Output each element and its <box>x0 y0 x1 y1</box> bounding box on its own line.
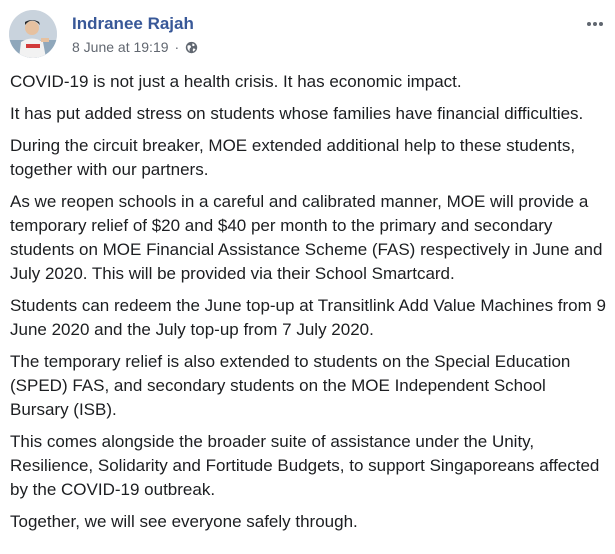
globe-icon[interactable] <box>185 41 198 54</box>
post-meta <box>72 39 198 55</box>
post-header <box>9 10 609 60</box>
post-paragraph: The temporary relief is also extended to students on the Special Education (SPED) FAS, and secondary students on the MOE Independent School Bursary (ISB). <box>10 352 571 419</box>
avatar-photo <box>9 10 57 58</box>
author-name-link[interactable]: Indranee Rajah <box>72 14 194 33</box>
post-paragraph: During the circuit breaker, MOE extended additional help to these students, together with our partners. <box>10 136 576 179</box>
post-paragraph: As we reopen schools in a careful and calibrated manner, MOE will provide a temporary relief of $20 and $40 per month to the primary and secondary students on MOE Financial Assistance Scheme (FAS) respectively in June and July 2020. This will be provided via their School Smartcard. <box>10 192 603 283</box>
post-paragraph: Together, we will see everyone safely through. <box>10 512 358 531</box>
post-paragraph: It has put added stress on students whose families have financial difficulties. <box>10 104 584 123</box>
author-avatar[interactable] <box>9 10 57 58</box>
post-body <box>10 70 608 542</box>
post-paragraph: Students can redeem the June top-up at Transitlink Add Value Machines from 9 June 2020 and the July top-up from 7 July 2020. <box>10 296 606 339</box>
post-paragraph: COVID-19 is not just a health crisis. It has economic impact. <box>10 72 462 91</box>
meta-separator: · <box>174 39 180 55</box>
post-timestamp[interactable]: 8 June at 19:19 <box>72 39 169 55</box>
post-paragraph: This comes alongside the broader suite of assistance under the Unity, Resilience, Solidarity and Fortitude Budgets, to support Singaporeans affected by the COVID-19 outbreak. <box>10 432 600 499</box>
more-options-icon[interactable] <box>583 14 607 34</box>
